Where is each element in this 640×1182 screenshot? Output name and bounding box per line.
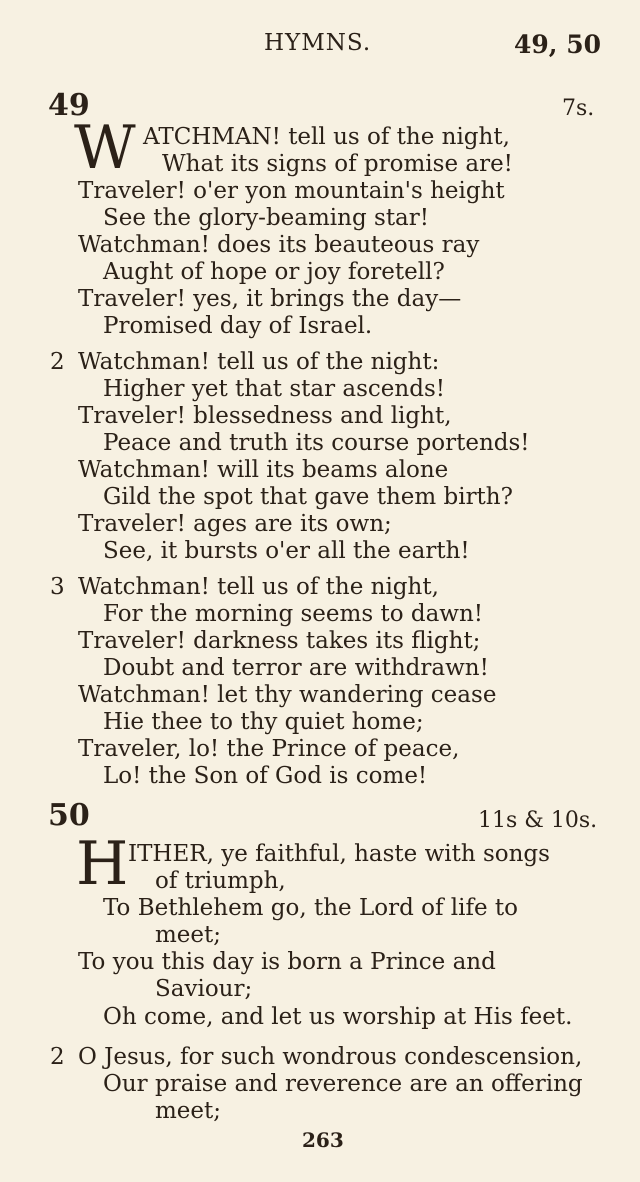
verse-line: Traveler! o'er yon mountain's height	[78, 178, 505, 204]
hymn-50-number: 50	[48, 798, 90, 833]
verse-line: Traveler! yes, it brings the day—	[78, 286, 462, 312]
verse-line: Lo! the Son of God is come!	[103, 763, 428, 789]
verse-line: Watchman! let thy wandering cease	[78, 682, 497, 708]
verse-line: Watchman! tell us of the night:	[78, 349, 440, 375]
verse-line: meet;	[155, 922, 222, 948]
verse-line: Watchman! tell us of the night,	[78, 574, 439, 600]
verse-line: What its signs of promise are!	[162, 151, 513, 177]
verse-line: of triumph,	[155, 868, 286, 894]
hymn-50-first-line: ITHER, ye faithful, haste with songs	[128, 841, 550, 867]
verse-line: Higher yet that star ascends!	[103, 376, 446, 402]
hymn-50-meter: 11s & 10s.	[478, 808, 598, 833]
verse-line: Watchman! will its beams alone	[78, 457, 449, 483]
verse-line: Gild the spot that gave them birth?	[103, 484, 513, 510]
verse-line: meet;	[155, 1098, 222, 1124]
verse-line: Hie thee to thy quiet home;	[103, 709, 424, 735]
verse-line: Peace and truth its course portends!	[103, 430, 530, 456]
verse-line: To Bethlehem go, the Lord of life to	[103, 895, 519, 921]
verse-number: 2	[50, 1044, 65, 1070]
verse-line: Oh come, and let us worship at His feet.	[103, 1004, 573, 1030]
verse-line: See, it bursts o'er all the earth!	[103, 538, 470, 564]
verse-line: Traveler, lo! the Prince of peace,	[78, 736, 460, 762]
hymn-49-first-line: ATCHMAN! tell us of the night,	[143, 124, 510, 150]
hymn-49-meter: 7s.	[562, 96, 595, 121]
verse-line: Traveler! blessedness and light,	[78, 403, 452, 429]
hymn-49-dropcap: W	[74, 113, 136, 183]
verse-line: For the morning seems to dawn!	[103, 601, 484, 627]
verse-line: Promised day of Israel.	[103, 313, 373, 339]
verse-line: Watchman! does its beauteous ray	[78, 232, 480, 258]
verse-line: Our praise and reverence are an offering	[103, 1071, 583, 1097]
verse-line: O Jesus, for such wondrous condescension,	[78, 1044, 583, 1070]
verse-line: Traveler! darkness takes its flight;	[78, 628, 481, 654]
hymn-49-number: 49	[48, 88, 90, 123]
verse-line: Traveler! ages are its own;	[78, 511, 392, 537]
verse-number: 3	[50, 574, 65, 600]
running-head-title: HYMNS.	[264, 30, 372, 56]
verse-line: Aught of hope or joy foretell?	[103, 259, 445, 285]
verse-line: Saviour;	[155, 976, 253, 1002]
hymn-50-dropcap: H	[76, 829, 129, 899]
verse-line: Doubt and terror are withdrawn!	[103, 655, 489, 681]
verse-line: To you this day is born a Prince and	[78, 949, 496, 975]
running-head-hymn-numbers: 49, 50	[514, 30, 601, 59]
verse-number: 2	[50, 349, 65, 375]
page-number: 263	[302, 1128, 344, 1152]
verse-line: See the glory-beaming star!	[103, 205, 430, 231]
